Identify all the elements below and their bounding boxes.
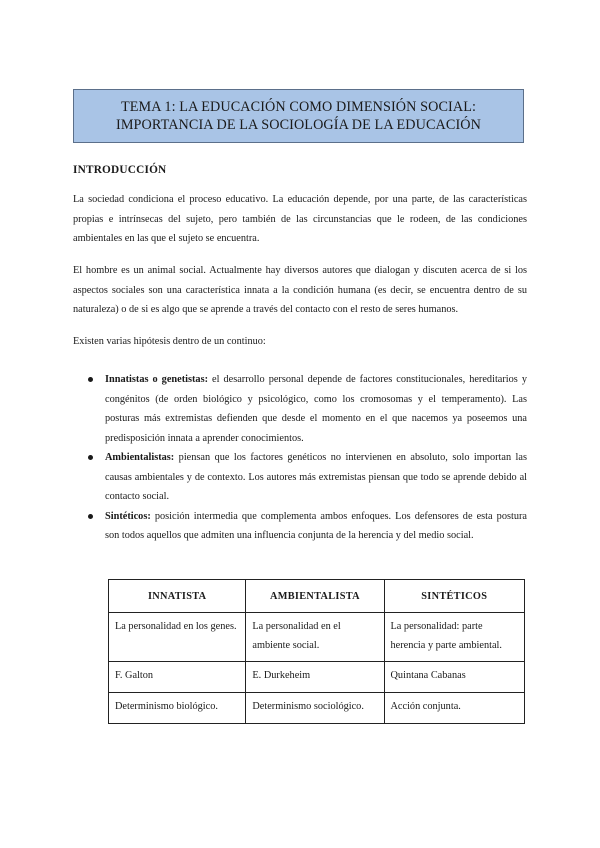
table-cell: F. Galton — [109, 662, 246, 693]
list-item — [105, 370, 527, 448]
bullet-text: piensan que los factores genéticos no intervienen en absoluto, solo importan las causas ambientales y de contexto. Los autores más extremistas piensan que todo se aprende debido al contacto social. — [105, 452, 527, 502]
table-cell: La personalidad en el ambiente social. — [246, 613, 384, 662]
list-item — [105, 507, 527, 546]
table-cell: Quintana Cabanas — [384, 662, 525, 693]
table-row — [109, 613, 525, 662]
hypothesis-list — [105, 370, 527, 546]
table-cell: E. Durkeheim — [246, 662, 384, 693]
table-header-cell: SINTÉTICOS — [384, 580, 525, 613]
title-box — [73, 89, 524, 143]
bullet-icon — [88, 514, 93, 519]
paragraph-2: El hombre es un animal social. Actualmente hay diversos autores que dialogan y discuten acerca de si los aspectos sociales son una característica innata a la condición humana (es decir, se encuentra dentro de su naturaleza) o de si es algo que se aprende a través del contacto con el resto de seres humanos. — [73, 265, 527, 315]
bullet-text: posición intermedia que complementa ambos enfoques. Los defensores de esta postura son todos aquellos que admiten una influencia conjunta de la herencia y del medio social. — [105, 510, 527, 541]
comparison-table — [108, 579, 525, 724]
bullet-term: Innatistas o genetistas: — [105, 374, 209, 385]
title-line-1: TEMA 1: LA EDUCACIÓN COMO DIMENSIÓN SOCIAL: — [120, 99, 477, 115]
bullet-icon — [88, 455, 93, 460]
table-cell: La personalidad: parte herencia y parte ambiental. — [384, 613, 525, 662]
table-cell: Acción conjunta. — [384, 693, 525, 724]
table-cell: Determinismo sociológico. — [246, 693, 384, 724]
table-header-cell: AMBIENTALISTA — [246, 580, 384, 613]
bullet-term: Ambientalistas: — [105, 452, 175, 463]
bullet-term: Sintéticos: — [105, 510, 151, 522]
bullet-icon — [88, 377, 93, 382]
section-heading: INTRODUCCIÓN — [73, 164, 167, 176]
table-row — [109, 693, 525, 724]
table-cell: La personalidad en los genes. — [109, 613, 246, 662]
table-header-row — [109, 580, 525, 613]
table-row — [109, 662, 525, 693]
list-item — [105, 448, 527, 507]
paragraph-3: Existen varias hipótesis dentro de un continuo: — [73, 336, 266, 347]
paragraph-1: La sociedad condiciona el proceso educativo. La educación depende, por una parte, de las características propias e intrínsecas del sujeto, pero también de las circunstancias que le rodeen, de las condiciones ambientales en las que el sujeto se encuentra. — [73, 194, 527, 244]
table-header-cell: INNATISTA — [109, 580, 246, 613]
bullet-text: el desarrollo personal depende de factores constitucionales, hereditarios y congénitos (de orden biológico y psicológico, como los cromosomas y el temperamento). Las posturas más extremistas defienden que desde el momento en el que nacemos ya poseemos una predisposición innata a aprender conocimientos. — [105, 374, 527, 444]
table-cell: Determinismo biológico. — [109, 693, 246, 724]
title-line-2: IMPORTANCIA DE LA SOCIOLOGÍA DE LA EDUCACIÓN — [116, 117, 481, 133]
